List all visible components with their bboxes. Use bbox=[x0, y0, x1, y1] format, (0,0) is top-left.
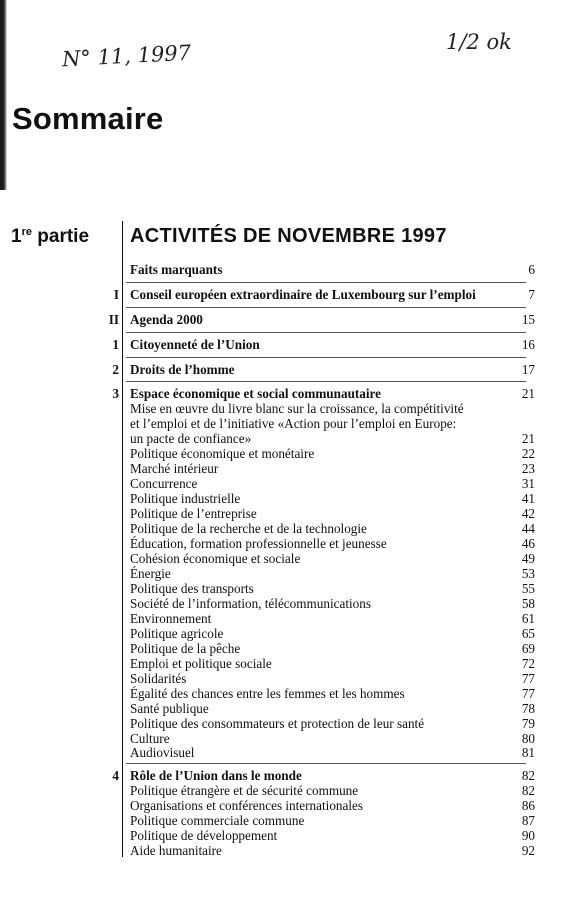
toc-section-row bbox=[0, 312, 561, 327]
page-number: 82 bbox=[521, 783, 535, 798]
entry-title: Société de l’information, télécommunications bbox=[130, 596, 371, 611]
entry-title: Espace économique et social communautaire bbox=[130, 386, 382, 401]
entry-title: Politique des transports bbox=[130, 581, 254, 596]
toc-entry-row bbox=[0, 671, 561, 686]
toc-entry-row bbox=[0, 506, 561, 521]
page-number: 87 bbox=[521, 813, 535, 828]
entry-title: Politique économique et monétaire bbox=[130, 446, 315, 461]
entry-title: Droits de l’homme bbox=[130, 362, 235, 377]
page-number: 42 bbox=[521, 506, 535, 521]
section-separator bbox=[126, 307, 526, 308]
page-number: 81 bbox=[521, 745, 535, 760]
entry-title: Éducation, formation professionnelle et jeunesse bbox=[130, 536, 387, 551]
toc-entry-row bbox=[0, 581, 561, 596]
toc-entry-row bbox=[0, 431, 561, 446]
toc-section-row bbox=[0, 362, 561, 377]
page-number: 22 bbox=[521, 446, 535, 461]
page-number: 21 bbox=[521, 431, 535, 446]
entry-title: Concurrence bbox=[130, 476, 198, 491]
page-number: 77 bbox=[521, 686, 535, 701]
toc-entry-row bbox=[0, 813, 561, 828]
entry-title: Politique de développement bbox=[130, 828, 278, 843]
entry-title: Faits marquants bbox=[130, 262, 223, 277]
page-title: Sommaire bbox=[12, 101, 164, 136]
entry-title: Citoyenneté de l’Union bbox=[130, 337, 260, 352]
toc-entry-row bbox=[0, 611, 561, 626]
toc-section-row bbox=[0, 337, 561, 352]
entry-title: Politique de l’entreprise bbox=[130, 506, 257, 521]
page-number: 72 bbox=[521, 656, 535, 671]
section-number: 1 bbox=[112, 337, 119, 352]
part-label bbox=[11, 226, 89, 248]
page-number: 86 bbox=[521, 798, 535, 813]
toc-entry-row bbox=[0, 521, 561, 536]
page-number: 58 bbox=[521, 596, 535, 611]
page-number: 49 bbox=[521, 551, 535, 566]
entry-title: Politique de la pêche bbox=[130, 641, 241, 656]
page-number: 55 bbox=[521, 581, 535, 596]
entry-title: Culture bbox=[130, 731, 170, 746]
entry-title: Politique étrangère et de sécurité commune bbox=[130, 783, 359, 798]
entry-title: Conseil européen extraordinaire de Luxembourg sur l’emploi bbox=[130, 287, 476, 302]
entry-title: Santé publique bbox=[130, 701, 209, 716]
section-number: 2 bbox=[112, 362, 119, 377]
page-number: 44 bbox=[521, 521, 535, 536]
entry-title: Audiovisuel bbox=[130, 745, 195, 760]
page-number: 15 bbox=[521, 312, 535, 327]
handwritten-issue-number: N° 11, 1997 bbox=[61, 40, 192, 72]
part-number: 1 bbox=[11, 226, 22, 247]
entry-title: Politique des consommateurs et protection de leur santé bbox=[130, 716, 425, 731]
toc-section-row bbox=[0, 262, 561, 277]
entry-title: Aide humanitaire bbox=[130, 843, 222, 858]
entry-title: Agenda 2000 bbox=[130, 312, 203, 327]
toc-section-row bbox=[0, 386, 561, 401]
entry-title: Politique commerciale commune bbox=[130, 813, 305, 828]
entry-title: Mise en œuvre du livre blanc sur la croissance, la compétitivité bbox=[130, 401, 464, 416]
section-separator bbox=[126, 282, 526, 283]
toc-entry-row bbox=[0, 798, 561, 813]
page-number: 69 bbox=[521, 641, 535, 656]
toc-section-row bbox=[0, 768, 561, 783]
toc-entry-row bbox=[0, 596, 561, 611]
page-number: 31 bbox=[521, 476, 535, 491]
toc-entry-row bbox=[0, 566, 561, 581]
section-number: I bbox=[113, 287, 119, 302]
entry-title: Environnement bbox=[130, 611, 212, 626]
page-number: 16 bbox=[521, 337, 535, 352]
scan-edge-shadow bbox=[0, 0, 7, 190]
page-number: 7 bbox=[528, 287, 535, 302]
toc-entry-row bbox=[0, 446, 561, 461]
toc-entry-row bbox=[0, 783, 561, 798]
section-separator bbox=[126, 357, 526, 358]
toc-entry-row bbox=[0, 626, 561, 641]
page-number: 78 bbox=[521, 701, 535, 716]
entry-title: Politique de la recherche et de la technologie bbox=[130, 521, 367, 536]
toc-section-row bbox=[0, 287, 561, 302]
section-separator bbox=[126, 381, 526, 382]
section-number: 3 bbox=[112, 386, 119, 401]
page-number: 77 bbox=[521, 671, 535, 686]
toc-entry-row bbox=[0, 701, 561, 716]
toc-entry-row bbox=[0, 828, 561, 843]
page-number: 41 bbox=[521, 491, 535, 506]
entry-title: Énergie bbox=[130, 566, 171, 581]
page-number: 46 bbox=[521, 536, 535, 551]
page-number: 21 bbox=[521, 386, 535, 401]
toc-entry-row bbox=[0, 843, 561, 858]
toc-entry-row bbox=[0, 551, 561, 566]
toc-entry-row bbox=[0, 716, 561, 731]
part-number-superscript: re bbox=[21, 226, 32, 238]
entry-title: Politique agricole bbox=[130, 626, 224, 641]
entry-title: Marché intérieur bbox=[130, 461, 219, 476]
entry-title: Politique industrielle bbox=[130, 491, 241, 506]
entry-title: et l’emploi et de l’initiative «Action pour l’emploi en Europe: bbox=[130, 416, 457, 431]
entry-title: Solidarités bbox=[130, 671, 187, 686]
page-number: 6 bbox=[528, 262, 535, 277]
page-number: 53 bbox=[521, 566, 535, 581]
section-number: II bbox=[108, 312, 119, 327]
toc-entry-row bbox=[0, 686, 561, 701]
entry-title: un pacte de confiance» bbox=[130, 431, 252, 446]
page-number: 61 bbox=[521, 611, 535, 626]
toc-entry-row bbox=[0, 641, 561, 656]
page-number: 23 bbox=[521, 461, 535, 476]
entry-title: Égalité des chances entre les femmes et les hommes bbox=[130, 686, 405, 701]
toc-entry-row bbox=[0, 731, 561, 746]
page-number: 17 bbox=[521, 362, 535, 377]
section-number: 4 bbox=[112, 768, 119, 783]
entry-title: Organisations et conférences internationales bbox=[130, 798, 364, 813]
part-word: partie bbox=[37, 226, 90, 247]
page-number: 65 bbox=[521, 626, 535, 641]
section-separator bbox=[126, 763, 526, 764]
toc-entry-row bbox=[0, 536, 561, 551]
toc-entry-row bbox=[0, 401, 561, 416]
entry-title: Rôle de l’Union dans le monde bbox=[130, 768, 302, 783]
section-separator bbox=[126, 332, 526, 333]
page-number: 92 bbox=[521, 843, 535, 858]
page-number: 82 bbox=[521, 768, 535, 783]
page-number: 79 bbox=[521, 716, 535, 731]
toc-entry-row bbox=[0, 461, 561, 476]
toc-entry-row bbox=[0, 416, 561, 431]
entry-title: Cohésion économique et sociale bbox=[130, 551, 301, 566]
part-title: ACTIVITÉS DE NOVEMBRE 1997 bbox=[130, 225, 447, 247]
toc-entry-row bbox=[0, 656, 561, 671]
page-number: 80 bbox=[521, 731, 535, 746]
handwritten-check-mark: 1/2 ok bbox=[446, 30, 512, 54]
toc-entry-row bbox=[0, 745, 561, 760]
page-number: 90 bbox=[521, 828, 535, 843]
toc-entry-row bbox=[0, 491, 561, 506]
entry-title: Emploi et politique sociale bbox=[130, 656, 272, 671]
toc-entry-row bbox=[0, 476, 561, 491]
